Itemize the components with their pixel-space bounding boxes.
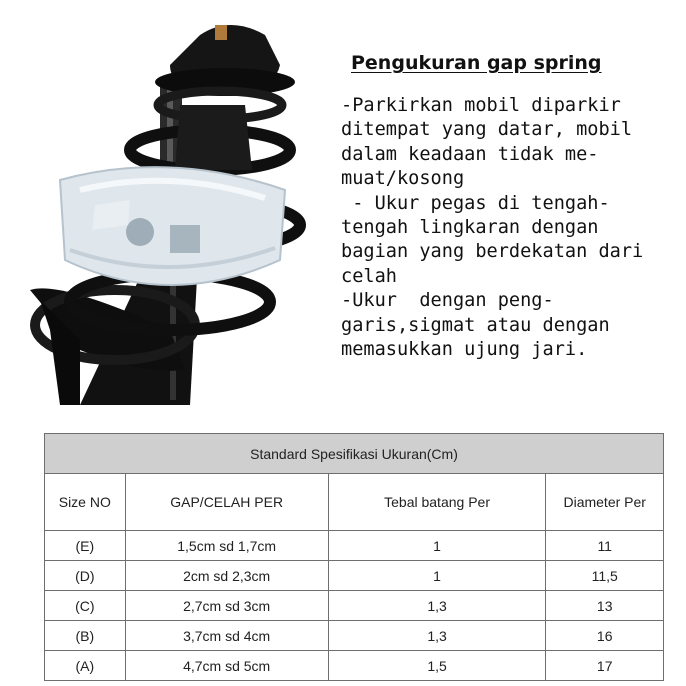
header-gap: GAP/CELAH PER [125, 474, 328, 531]
instruction-line: tengah lingkaran dengan [341, 217, 599, 239]
instruction-line: garis,sigmat atau dengan [341, 314, 610, 336]
table-row [45, 561, 664, 591]
table-header-row [45, 474, 664, 531]
header-size-no: Size NO [45, 474, 126, 531]
instruction-line: ditempat yang datar, mobil [341, 119, 633, 141]
instruction-line: celah [341, 265, 397, 287]
cell-tebal: 1,3 [328, 591, 546, 621]
cell-size-no: (B) [45, 621, 126, 651]
table-title: Standard Spesifikasi Ukuran(Cm) [45, 434, 664, 474]
page-heading: Pengukuran gap spring [351, 52, 602, 74]
cell-diameter: 13 [546, 591, 664, 621]
instruction-line: bagian yang berdekatan dari [341, 241, 644, 263]
table-row [45, 591, 664, 621]
table-row [45, 621, 664, 651]
instruction-line: dalam keadaan tidak me- [341, 143, 599, 165]
cell-diameter: 11,5 [546, 561, 664, 591]
cell-gap: 2cm sd 2,3cm [125, 561, 328, 591]
instruction-line: muat/kosong [341, 168, 465, 190]
cell-diameter: 16 [546, 621, 664, 651]
instruction-line: -Parkirkan mobil diparkir [341, 95, 621, 116]
cell-gap: 4,7cm sd 5cm [125, 651, 328, 681]
cell-tebal: 1,3 [328, 621, 546, 651]
header-tebal: Tebal batang Per [328, 474, 546, 531]
cell-gap: 1,5cm sd 1,7cm [125, 531, 328, 561]
shock-absorber-spring-image [20, 10, 320, 405]
cell-size-no: (C) [45, 591, 126, 621]
cell-tebal: 1 [328, 561, 546, 591]
cell-diameter: 17 [546, 651, 664, 681]
cell-size-no: (E) [45, 531, 126, 561]
cell-tebal: 1,5 [328, 651, 546, 681]
spec-table [44, 433, 664, 681]
instructions-text [341, 94, 681, 362]
instruction-line: -Ukur dengan peng- [341, 290, 554, 312]
table-row [45, 651, 664, 681]
cell-gap: 2,7cm sd 3cm [125, 591, 328, 621]
instruction-line: memasukkan ujung jari. [341, 339, 588, 361]
table-row [45, 531, 664, 561]
header-diameter: Diameter Per [546, 474, 664, 531]
cell-size-no: (D) [45, 561, 126, 591]
cell-diameter: 11 [546, 531, 664, 561]
cell-size-no: (A) [45, 651, 126, 681]
instruction-line: - Ukur pegas di tengah- [341, 192, 610, 214]
cell-tebal: 1 [328, 531, 546, 561]
cell-gap: 3,7cm sd 4cm [125, 621, 328, 651]
